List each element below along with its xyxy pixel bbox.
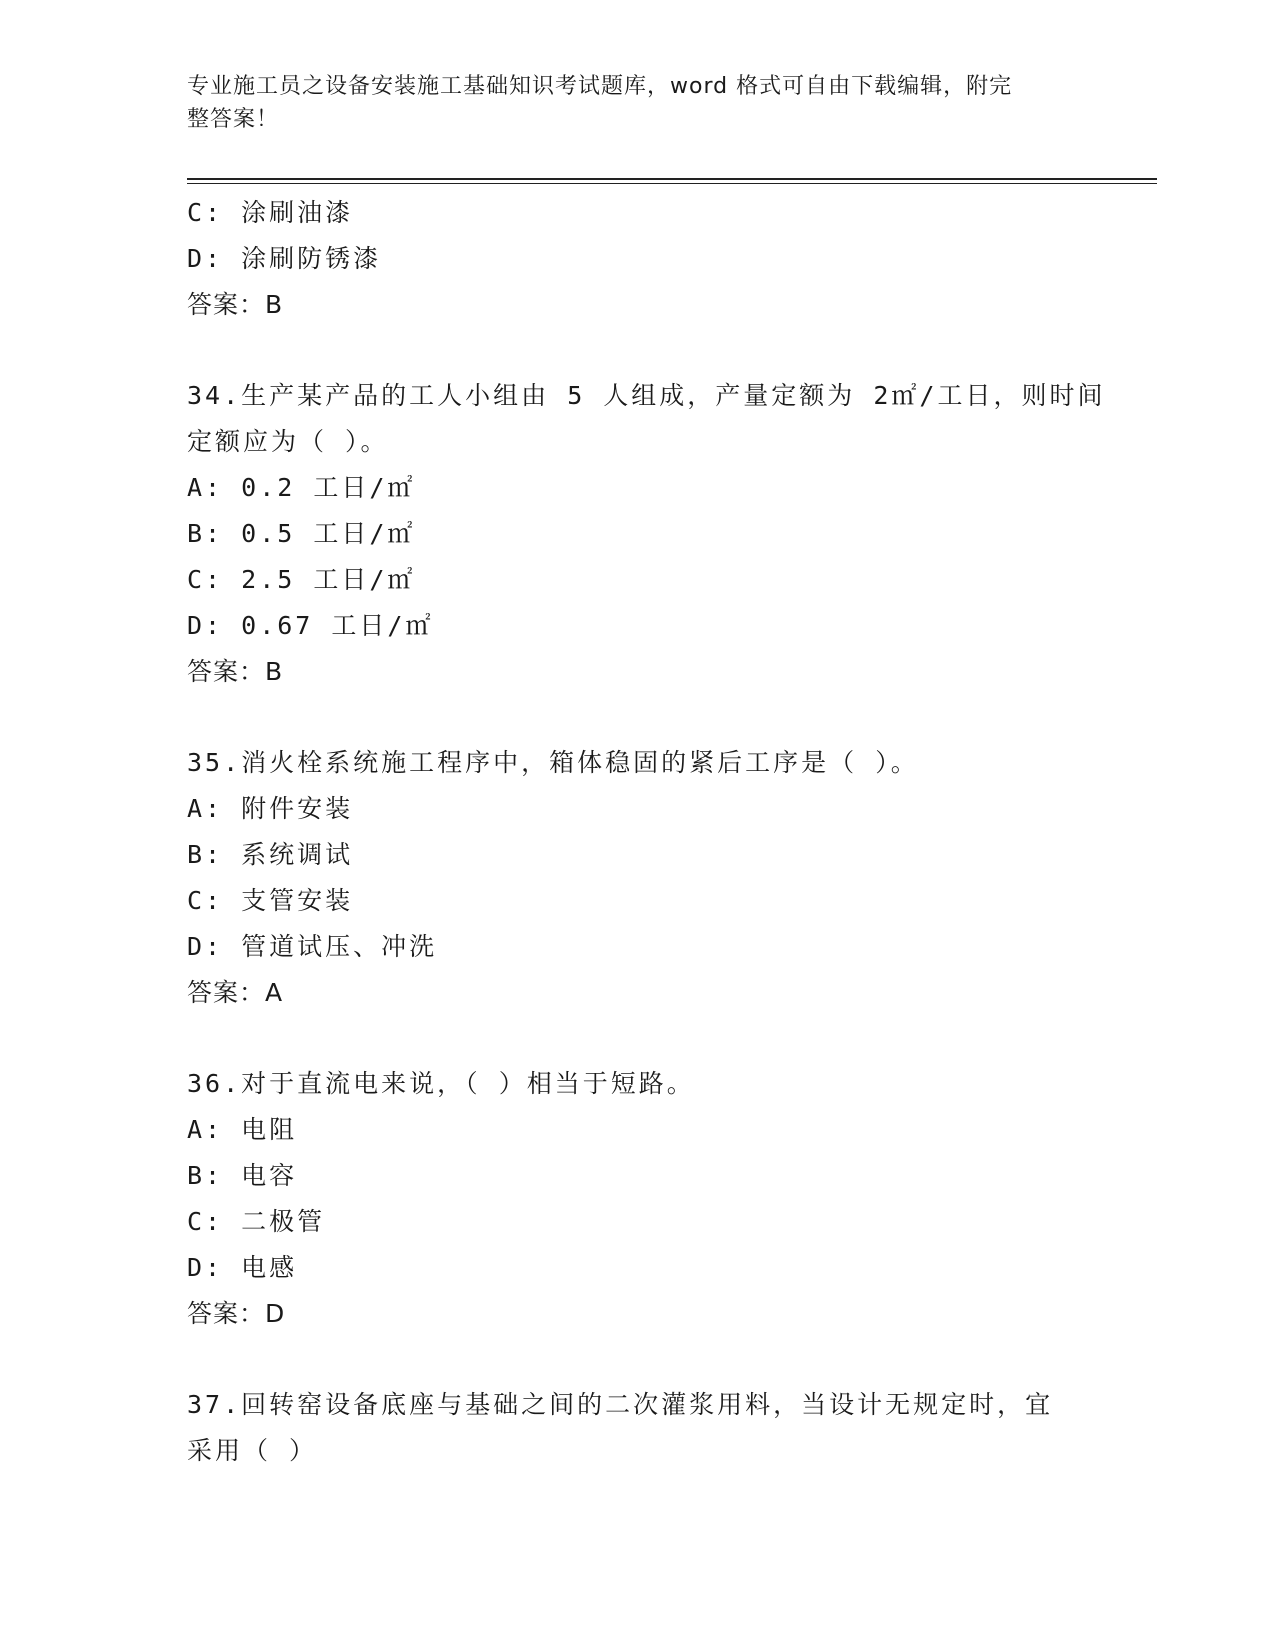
question-36 [187,1061,1087,1337]
question-list [187,190,1106,1474]
document-header [187,70,1087,136]
option-c: C: 二极管 [187,1207,326,1236]
option-d: D: 0.67 工日/㎡ [187,611,434,640]
option-d: D: 管道试压、冲洗 [187,932,438,961]
option-c: C: 2.5 工日/㎡ [187,565,416,594]
question-stem: 36.对于直流电来说，（ ）相当于短路。 [187,1069,695,1098]
answer: 答案：A [187,978,284,1007]
header-divider-thin [187,183,1157,184]
answer: 答案：B [187,657,284,686]
question-33 [187,190,1087,328]
option-d: D: 涂刷防锈漆 [187,244,382,273]
question-37 [187,1382,1087,1474]
question-stem: 35.消火栓系统施工程序中，箱体稳固的紧后工序是（ ）。 [187,748,919,777]
option-a: A: 0.2 工日/㎡ [187,473,416,502]
option-d: D: 电感 [187,1253,298,1282]
question-stem-cont: 采用（ ） [187,1436,318,1465]
answer: 答案：D [187,1299,286,1328]
question-34 [187,373,1106,695]
option-a: A: 附件安装 [187,794,354,823]
option-a: A: 电阻 [187,1115,298,1144]
header-line-1: 专业施工员之设备安装施工基础知识考试题库，word 格式可自由下载编辑，附完 [187,74,1013,99]
option-c: C: 涂刷油漆 [187,198,354,227]
question-stem: 37.回转窑设备底座与基础之间的二次灌浆用料，当设计无规定时，宜 [187,1390,1054,1419]
header-line-2: 整答案！ [187,107,280,132]
option-b: B: 系统调试 [187,840,354,869]
option-b: B: 0.5 工日/㎡ [187,519,416,548]
header-divider-thick [187,178,1157,180]
answer: 答案：B [187,290,284,319]
question-stem: 34.生产某产品的工人小组由 5 人组成，产量定额为 2㎡/工日，则时间 [187,381,1106,410]
question-35 [187,740,1087,1016]
question-stem-cont: 定额应为（ ）。 [187,427,389,456]
option-c: C: 支管安装 [187,886,354,915]
option-b: B: 电容 [187,1161,298,1190]
